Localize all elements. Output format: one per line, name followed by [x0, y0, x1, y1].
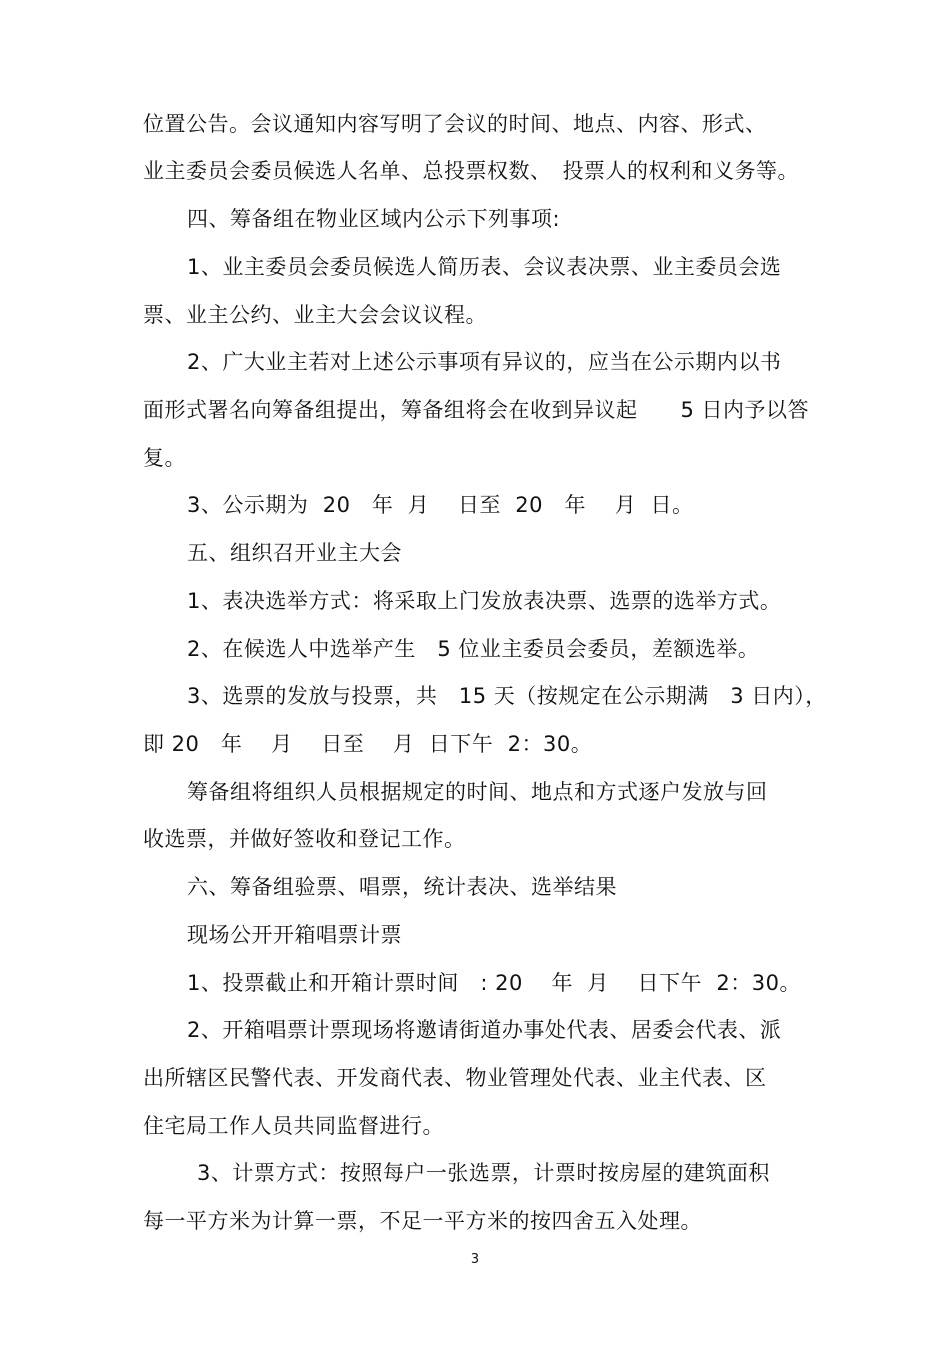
text-line: 每一平方米为计算一票，不足一平方米的按四舍五入处理。: [143, 1209, 702, 1233]
text-line: 位置公告。会议通知内容写明了会议的时间、地点、内容、形式、: [143, 112, 767, 136]
text-line: 1、表决选举方式：将采取上门发放表决票、选票的选举方式。: [187, 589, 782, 613]
text-line: 复。: [143, 446, 186, 470]
text-line: 3、计票方式：按照每户一张选票，计票时按房屋的建筑面积: [197, 1161, 770, 1185]
text-line: 2、开箱唱票计票现场将邀请街道办事处代表、居委会代表、派: [187, 1018, 782, 1042]
text-line: 2、广大业主若对上述公示事项有异议的，应当在公示期内以书: [187, 350, 782, 374]
text-line: 业主委员会委员候选人名单、总投票权数、 投票人的权利和义务等。: [143, 159, 799, 183]
text-line: 面形式署名向筹备组提出，筹备组将会在收到异议起 5 日内予以答: [143, 398, 810, 422]
text-line: 收选票，并做好签收和登记工作。: [143, 827, 466, 851]
text-line: 3、公示期为 20 年 月 日至 20 年 月 日。: [187, 493, 694, 517]
text-line: 3、选票的发放与投票，共 15 天（按规定在公示期满 3 日内），: [187, 684, 827, 708]
page-number: 3: [470, 1252, 480, 1267]
section-heading: 五、组织召开业主大会: [187, 541, 402, 565]
text-line: 即 20 年 月 日至 月 日下午 2：30。: [143, 732, 593, 756]
text-line: 筹备组将组织人员根据规定的时间、地点和方式逐户发放与回: [187, 780, 768, 804]
text-line: 四、筹备组在物业区域内公示下列事项:: [187, 207, 561, 231]
text-line: 1、业主委员会委员候选人简历表、会议表决票、业主委员会选: [187, 255, 782, 279]
section-heading: 六、筹备组验票、唱票，统计表决、选举结果: [187, 875, 617, 899]
text-line: 出所辖区民警代表、开发商代表、物业管理处代表、业主代表、区: [143, 1066, 767, 1090]
text-line: 2、在候选人中选举产生 5 位业主委员会委员，差额选举。: [187, 637, 760, 661]
text-line: 票、业主公约、业主大会会议议程。: [143, 303, 487, 327]
text-line: 1、投票截止和开箱计票时间 : 20 年 月 日下午 2：30。: [187, 971, 801, 995]
text-line: 住宅局工作人员共同监督进行。: [143, 1114, 444, 1138]
text-line: 现场公开开箱唱票计票: [187, 923, 402, 947]
